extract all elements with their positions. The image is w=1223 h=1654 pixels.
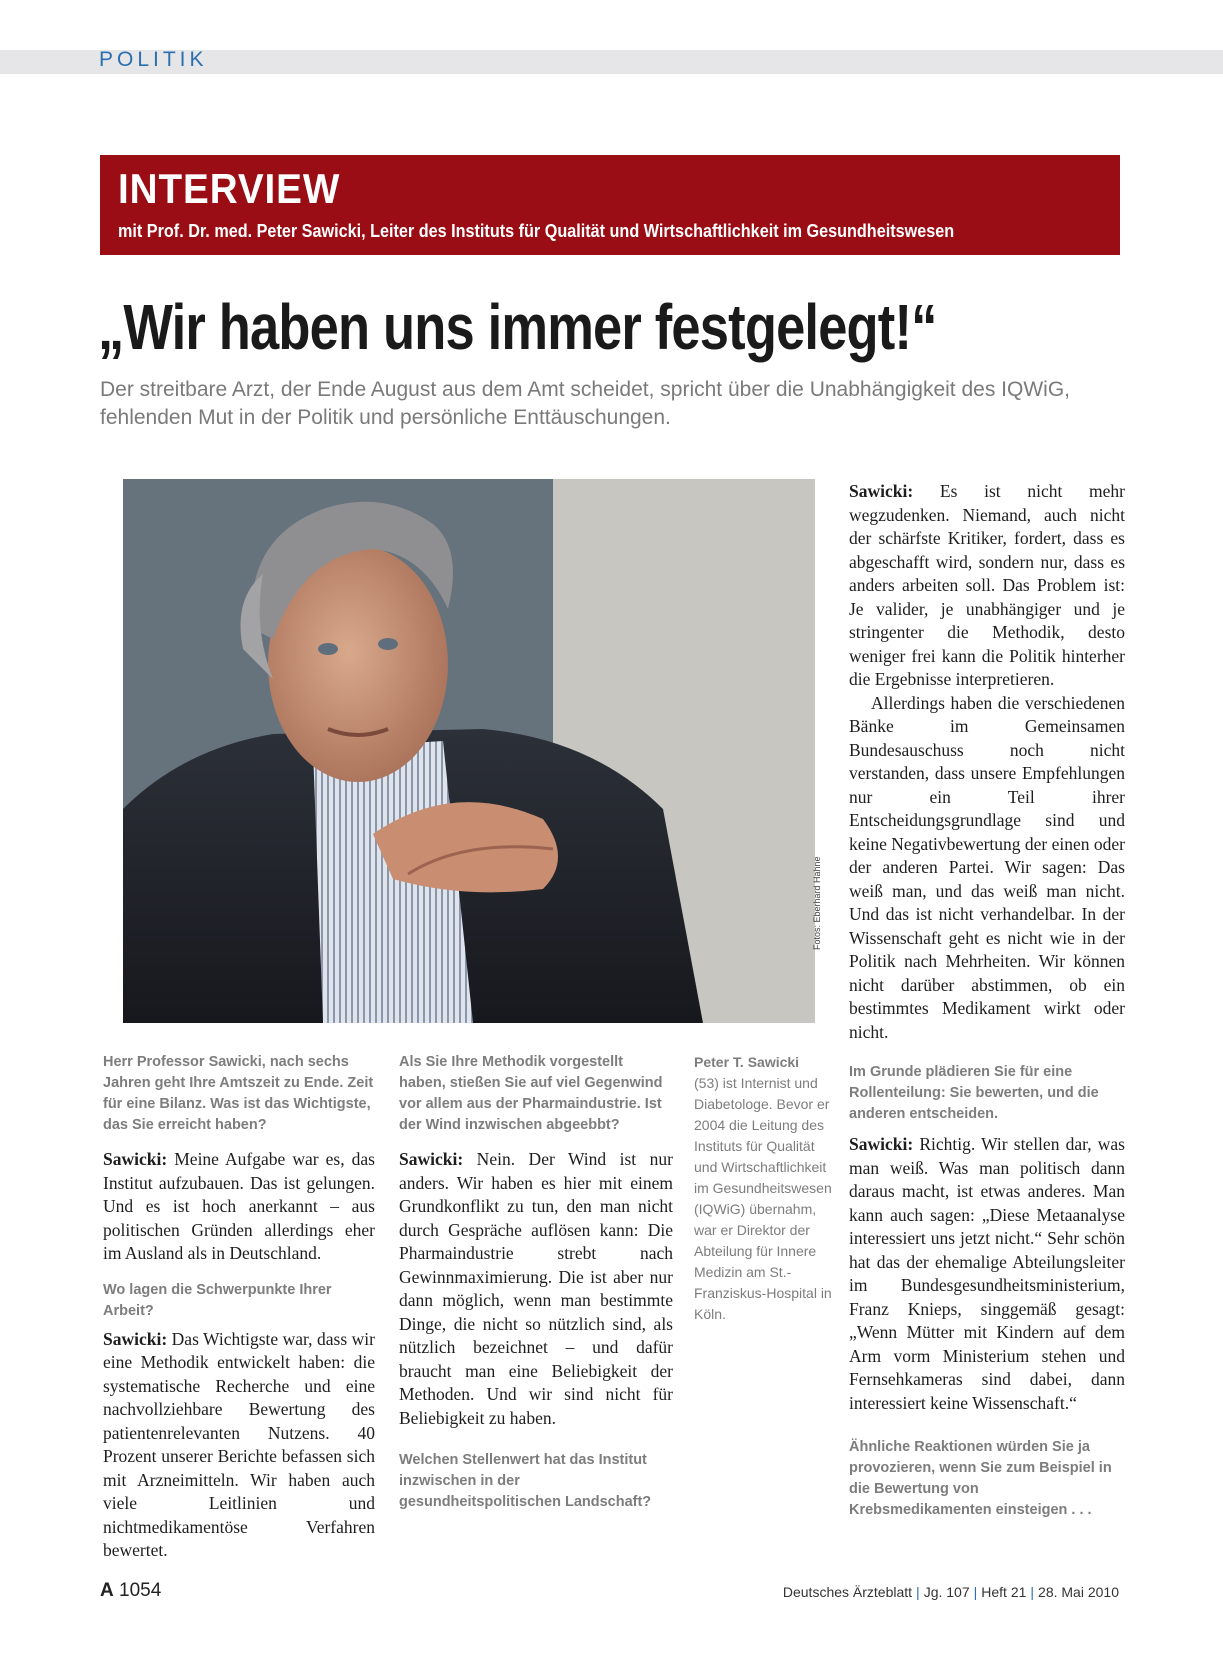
answer-text: Es ist nicht mehr wegzudenken. Niemand, auch nicht der schärfste Kritiker, fordert, dass es abgeschafft wird, sondern nur, dass es anders arbeiten soll. Das Problem ist: Je valider, je unabhängiger und je stringenter die Methodik, desto weniger frei kann die Politik hinterher die Ergebnisse interpretieren. [849,481,1125,689]
question: Ähnliche Reaktionen würden Sie ja provozieren, wenn Sie zum Beispiel in die Bewertung von Krebsmedikamenten einsteigen . . . [849,1439,1112,1518]
question: Herr Professor Sawicki, nach sechs Jahren geht Ihre Amtszeit zu Ende. Zeit für eine Bilanz. Was ist das Wichtigste, das Sie erreicht haben? [103,1054,374,1133]
answer-text: Richtig. Wir stellen dar, was man weiß. Was man politisch dann daraus macht, ist etwas anderes. Man kann auch sagen: „Diese Metaanalyse interessiert uns jetzt nicht.“ Sehr schön hat das der ehemalige Abteilungsleiter im Bundesgesundheitsministerium, Franz Knieps, singgemäß gesagt: „Wenn Mütter mit Kindern auf dem Arm vorm Ministerium stehen und Fernsehkameras sind dabei, dann interessiert keine Wissenschaft.“ [849,1134,1125,1413]
question: Welchen Stellenwert hat das Institut inzwischen in der gesundheitspolitischen Landschaft? [399,1452,652,1510]
footer-citation: Deutsches Ärzteblatt | Jg. 107 | Heft 21 | 28. Mai 2010 [782,1584,1119,1600]
headline: „Wir haben uns immer festgelegt!“ [98,291,937,363]
answer [399,1148,673,1430]
column-2 [399,1052,673,1513]
question: Im Grunde plädieren Sie für eine Rollenteilung: Sie bewerten, und die anderen entscheiden. [849,1064,1099,1122]
page-number [100,1580,161,1602]
section-label: POLITIK [99,48,208,71]
answer [849,480,1125,692]
answer [849,1133,1125,1415]
page-number-value: 1054 [119,1580,162,1601]
portrait-photo [123,479,815,1023]
speaker-label: Sawicki: [103,1149,168,1169]
bio-box [694,1052,834,1325]
column-4 [849,480,1125,1521]
photo-credit: Fotos: Eberhard Hahne [812,856,822,950]
date: 28. Mai 2010 [1038,1584,1119,1600]
interview-banner [100,155,1120,255]
answer-text: Nein. Der Wind ist nur anders. Wir haben es hier mit einem Grundkonflikt zu tun, den man nicht durch Gespräche auflösen kann: Die Pharmaindustrie strebt nach Gewinnmaximierung. Die ist aber nur dann möglich, wenn man bestimmte Dinge, die nicht so nützlich sind, als nützlich bezeichnet – und dafür braucht man eine Beliebigkeit der Methoden. Und wir sind nicht für Beliebigkeit zu haben. [399,1149,673,1428]
volume: Jg. 107 [923,1584,970,1600]
issue: Heft 21 [981,1584,1027,1600]
answer-text: Meine Aufgabe war es, das Institut aufzubauen. Das ist gelungen. Und es ist hoch anerkannt – aus politischen Gründen allerdings eher im Ausland als in Deutschland. [103,1149,375,1263]
standfirst: Der streitbare Arzt, der Ende August aus dem Amt scheidet, spricht über die Unabhängigkeit des IQWiG, fehlenden Mut in der Politik und persönliche Enttäuschungen. [100,378,1070,429]
banner-title: INTERVIEW [118,165,341,212]
question: Wo lagen die Schwerpunkte Ihrer Arbeit? [103,1281,332,1319]
column-1 [103,1052,375,1563]
portrait-illustration [123,479,815,1023]
answer [103,1328,375,1563]
answer-text: Das Wichtigste war, dass wir eine Methodik entwickelt haben: die systematische Recherche und eine nachvollziehbare Bewertung des patientenrelevanten Nutzens. 40 Prozent unserer Berichte befassen sich mit Arzneimitteln. Wir haben auch viele Leitlinien und nichtmedikamentöse Verfahren bewertet. [103,1328,375,1560]
banner-subtitle: mit Prof. Dr. med. Peter Sawicki, Leiter des Instituts für Qualität und Wirtschaftlichkeit im Gesundheitswesen [118,221,955,241]
speaker-label: Sawicki: [399,1149,464,1169]
speaker-label: Sawicki: [103,1328,168,1349]
bio-name: Peter T. Sawicki [694,1054,800,1070]
journal-name: Deutsches Ärzteblatt [782,1584,913,1600]
answer [103,1148,375,1266]
bio-text: (53) ist Internist und Diabetologe. Bevor er 2004 die Leitung des Instituts für Qualität und Wirtschaftlichkeit im Gesundheitswesen (IQWiG) übernahm, war er Direktor der Abteilung für Innere Medizin am St.-Franziskus-Hospital in Köln. [694,1075,832,1322]
page-prefix: A [100,1580,114,1601]
speaker-label: Sawicki: [849,481,914,501]
question: Als Sie Ihre Methodik vorgestellt haben, stießen Sie auf viel Gegenwind vor allem aus der Pharmaindustrie. Ist der Wind inzwischen abgeebbt? [399,1054,663,1133]
bio [694,1052,834,1325]
answer-paragraph: Allerdings haben die verschiedenen Bänke im Gemeinsamen Bundesauschuss noch nicht verstanden, dass unsere Empfehlungen nur ein Teil ihrer Entscheidungsgrundlage sind und keine Negativbewertung der einen oder der anderen Partei. Wir sagen: Das weiß man, und das weiß man nicht. Und das ist nicht verhandelbar. In der Wissenschaft geht es nicht wie in der Politik nach Mehrheiten. Wir können nicht darüber abstimmen, ob ein bestimmtes Medikament wirkt oder nicht. [849,692,1125,1042]
speaker-label: Sawicki: [849,1134,914,1154]
